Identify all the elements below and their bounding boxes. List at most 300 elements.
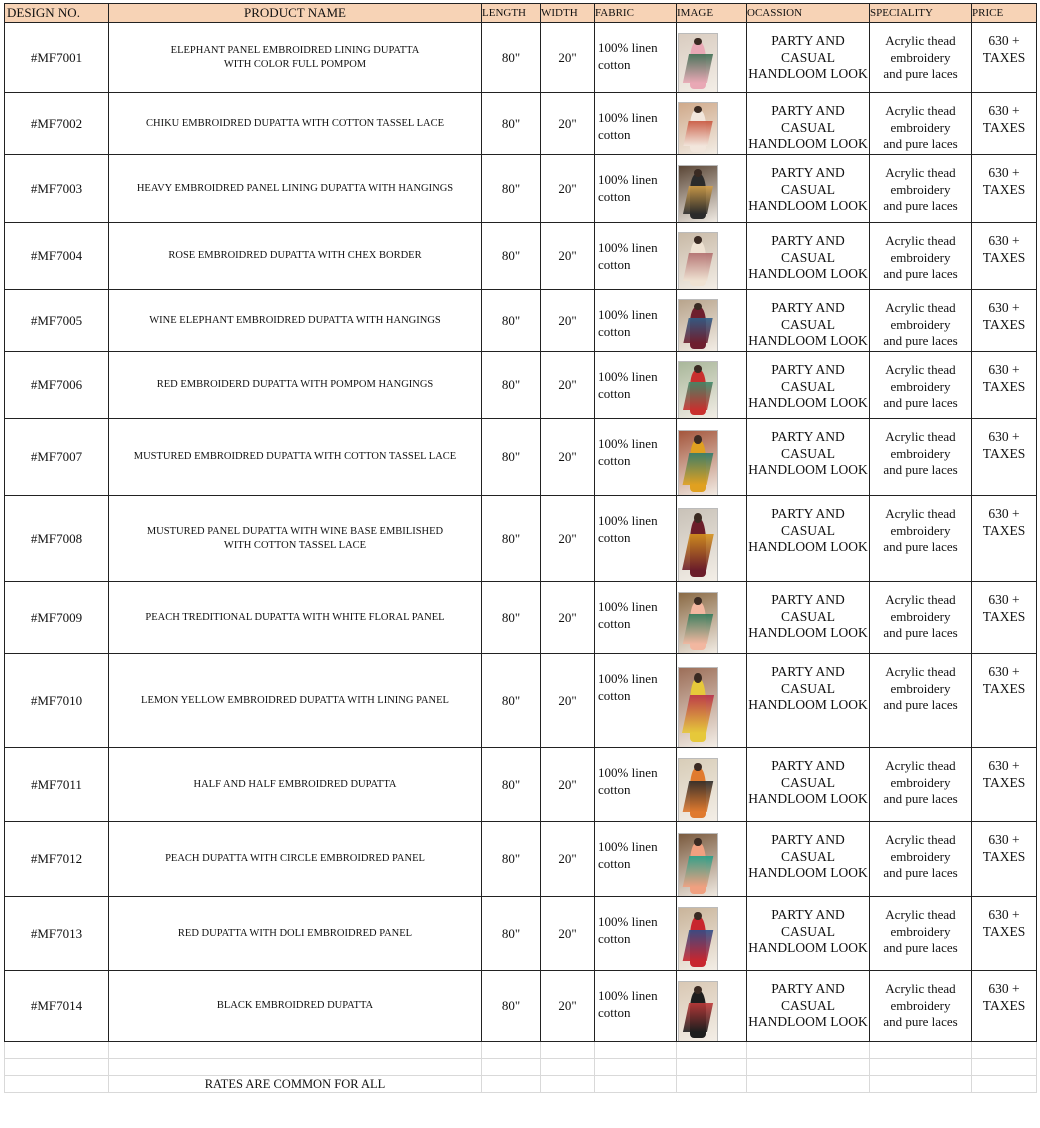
product-name	[109, 971, 482, 1042]
fabric-value	[595, 93, 677, 155]
table-row	[5, 93, 1037, 155]
occasion-line2: CASUAL	[780, 522, 835, 538]
speciality-line1: Acrylic thead	[885, 429, 956, 444]
header-row	[5, 4, 1037, 23]
occasion-value	[747, 93, 870, 155]
width-value: 20"	[541, 748, 595, 822]
fabric-line1: 100% linen	[598, 172, 658, 187]
occasion-value	[747, 290, 870, 352]
length-value: 80"	[482, 582, 541, 654]
product-photo	[678, 667, 718, 748]
header-design-no: DESIGN NO.	[5, 4, 109, 23]
header-image: IMAGE	[677, 4, 747, 23]
width-value: 20"	[541, 971, 595, 1042]
fabric-line2: cotton	[598, 324, 631, 339]
speciality-line1: Acrylic thead	[885, 362, 956, 377]
occasion-line1: PARTY AND	[771, 362, 845, 377]
speciality-value	[870, 155, 972, 223]
image-cell	[677, 155, 747, 223]
speciality-line1: Acrylic thead	[885, 758, 956, 773]
product-name	[109, 93, 482, 155]
product-name	[109, 352, 482, 419]
occasion-line2: CASUAL	[780, 181, 835, 197]
product-photo	[678, 833, 718, 897]
speciality-line2: embroidery	[890, 923, 951, 939]
footer-empty-row	[5, 1042, 1037, 1059]
table-row	[5, 496, 1037, 582]
price-value	[972, 223, 1037, 290]
fabric-value	[595, 822, 677, 897]
occasion-line2: CASUAL	[780, 249, 835, 265]
occasion-line1: PARTY AND	[771, 758, 845, 773]
occasion-line3: HANDLOOM LOOK	[748, 333, 868, 348]
occasion-line2: CASUAL	[780, 923, 835, 939]
occasion-line3: HANDLOOM LOOK	[748, 198, 868, 213]
width-value: 20"	[541, 223, 595, 290]
length-value: 80"	[482, 748, 541, 822]
product-name	[109, 223, 482, 290]
image-cell	[677, 352, 747, 419]
occasion-value	[747, 897, 870, 971]
table-row	[5, 897, 1037, 971]
speciality-line2: embroidery	[890, 249, 951, 265]
speciality-line3: and pure laces	[883, 395, 958, 410]
price-line1: 630 +	[988, 981, 1020, 996]
design-no: #MF7009	[5, 582, 109, 654]
length-value: 80"	[482, 155, 541, 223]
product-name	[109, 496, 482, 582]
speciality-line2: embroidery	[890, 608, 951, 624]
design-no: #MF7011	[5, 748, 109, 822]
price-line1: 630 +	[988, 429, 1020, 444]
price-line1: 630 +	[988, 664, 1020, 679]
product-name-line1: HALF AND HALF EMBROIDRED DUPATTA	[193, 778, 397, 790]
speciality-value	[870, 223, 972, 290]
length-value: 80"	[482, 654, 541, 748]
price-value	[972, 23, 1037, 93]
product-name-line1: CHIKU EMBROIDRED DUPATTA WITH COTTON TASSEL LACE	[146, 117, 444, 129]
design-no: #MF7013	[5, 897, 109, 971]
product-photo	[678, 758, 718, 822]
design-no: #MF7012	[5, 822, 109, 897]
fabric-line2: cotton	[598, 856, 631, 871]
product-photo	[678, 232, 718, 290]
product-name	[109, 822, 482, 897]
product-photo	[678, 981, 718, 1042]
speciality-line3: and pure laces	[883, 865, 958, 880]
product-photo	[678, 430, 718, 496]
rates-note: RATES ARE COMMON FOR ALL	[109, 1076, 482, 1093]
price-value	[972, 419, 1037, 496]
product-photo	[678, 165, 718, 223]
fabric-value	[595, 971, 677, 1042]
product-name	[109, 582, 482, 654]
length-value: 80"	[482, 897, 541, 971]
occasion-line2: CASUAL	[780, 608, 835, 624]
occasion-line1: PARTY AND	[771, 103, 845, 118]
design-no: #MF7006	[5, 352, 109, 419]
product-name-line1: PEACH DUPATTA WITH CIRCLE EMBROIDRED PANEL	[165, 853, 425, 864]
speciality-line1: Acrylic thead	[885, 981, 956, 996]
occasion-line3: HANDLOOM LOOK	[748, 539, 868, 554]
speciality-line3: and pure laces	[883, 625, 958, 640]
footer-rows	[5, 1042, 1037, 1093]
product-name-line1: PEACH TREDITIONAL DUPATTA WITH WHITE FLORAL PANEL	[145, 611, 445, 623]
photo-head	[694, 106, 702, 113]
table-row	[5, 654, 1037, 748]
occasion-line2: CASUAL	[780, 997, 835, 1013]
design-no: #MF7008	[5, 496, 109, 582]
speciality-line2: embroidery	[890, 997, 951, 1013]
fabric-line1: 100% linen	[598, 369, 658, 384]
speciality-line1: Acrylic thead	[885, 907, 956, 922]
fabric-value	[595, 897, 677, 971]
price-line1: 630 +	[988, 362, 1020, 377]
speciality-value	[870, 822, 972, 897]
occasion-line3: HANDLOOM LOOK	[748, 395, 868, 410]
width-value: 20"	[541, 496, 595, 582]
photo-head	[694, 236, 702, 244]
product-photo	[678, 33, 718, 93]
product-name-line1: RED EMBROIDERD DUPATTA WITH POMPOM HANGINGS	[156, 379, 434, 390]
price-line1: 630 +	[988, 758, 1020, 773]
price-line2: TAXES	[982, 774, 1026, 790]
image-cell	[677, 419, 747, 496]
occasion-line1: PARTY AND	[771, 592, 845, 607]
product-name-line1: LEMON YELLOW EMBROIDRED DUPATTA WITH LINING PANEL	[141, 694, 449, 706]
price-line1: 630 +	[988, 233, 1020, 248]
fabric-line1: 100% linen	[598, 765, 658, 780]
speciality-line3: and pure laces	[883, 697, 958, 712]
speciality-line3: and pure laces	[883, 333, 958, 348]
occasion-line1: PARTY AND	[771, 832, 845, 847]
occasion-line1: PARTY AND	[771, 33, 845, 48]
design-no: #MF7005	[5, 290, 109, 352]
occasion-line3: HANDLOOM LOOK	[748, 791, 868, 806]
speciality-line2: embroidery	[890, 378, 951, 394]
occasion-value	[747, 748, 870, 822]
speciality-value	[870, 23, 972, 93]
price-value	[972, 352, 1037, 419]
speciality-line3: and pure laces	[883, 791, 958, 806]
design-no: #MF7010	[5, 654, 109, 748]
speciality-value	[870, 654, 972, 748]
photo-head	[694, 365, 702, 373]
speciality-line2: embroidery	[890, 49, 951, 65]
speciality-line3: and pure laces	[883, 1014, 958, 1029]
speciality-line2: embroidery	[890, 680, 951, 696]
fabric-line2: cotton	[598, 931, 631, 946]
occasion-value	[747, 419, 870, 496]
header-product-name: PRODUCT NAME	[109, 4, 482, 23]
table-row	[5, 23, 1037, 93]
speciality-line3: and pure laces	[883, 940, 958, 955]
fabric-value	[595, 748, 677, 822]
price-value	[972, 654, 1037, 748]
width-value: 20"	[541, 155, 595, 223]
table-row	[5, 822, 1037, 897]
price-line1: 630 +	[988, 592, 1020, 607]
speciality-line1: Acrylic thead	[885, 832, 956, 847]
fabric-line2: cotton	[598, 189, 631, 204]
price-line2: TAXES	[982, 316, 1026, 332]
price-line1: 630 +	[988, 33, 1020, 48]
price-value	[972, 971, 1037, 1042]
fabric-line1: 100% linen	[598, 513, 658, 528]
photo-head	[694, 763, 702, 771]
fabric-line1: 100% linen	[598, 40, 658, 55]
fabric-line1: 100% linen	[598, 307, 658, 322]
occasion-line2: CASUAL	[780, 848, 835, 864]
speciality-line1: Acrylic thead	[885, 33, 956, 48]
width-value: 20"	[541, 822, 595, 897]
speciality-value	[870, 93, 972, 155]
price-line1: 630 +	[988, 907, 1020, 922]
speciality-line3: and pure laces	[883, 266, 958, 281]
occasion-line2: CASUAL	[780, 119, 835, 135]
design-no: #MF7014	[5, 971, 109, 1042]
fabric-line2: cotton	[598, 386, 631, 401]
product-name-line1: BLACK EMBROIDRED DUPATTA	[216, 1000, 374, 1011]
length-value: 80"	[482, 419, 541, 496]
table-row	[5, 223, 1037, 290]
speciality-value	[870, 748, 972, 822]
price-line2: TAXES	[982, 445, 1026, 461]
price-line2: TAXES	[982, 680, 1026, 696]
speciality-value	[870, 582, 972, 654]
price-line1: 630 +	[988, 300, 1020, 315]
image-cell	[677, 496, 747, 582]
width-value: 20"	[541, 654, 595, 748]
width-value: 20"	[541, 582, 595, 654]
occasion-line1: PARTY AND	[771, 506, 845, 521]
occasion-value	[747, 23, 870, 93]
length-value: 80"	[482, 93, 541, 155]
image-cell	[677, 290, 747, 352]
image-cell	[677, 897, 747, 971]
price-value	[972, 496, 1037, 582]
occasion-line1: PARTY AND	[771, 165, 845, 180]
speciality-line1: Acrylic thead	[885, 233, 956, 248]
design-no: #MF7001	[5, 23, 109, 93]
fabric-value	[595, 419, 677, 496]
speciality-line1: Acrylic thead	[885, 300, 956, 315]
product-name-line1: MUSTURED PANEL DUPATTA WITH WINE BASE EMBILISHED	[146, 525, 444, 537]
price-line2: TAXES	[982, 181, 1026, 197]
price-value	[972, 582, 1037, 654]
footer-empty-row	[5, 1059, 1037, 1076]
photo-head	[694, 169, 702, 177]
product-name-line2: WITH COLOR FULL POMPOM	[223, 58, 367, 70]
occasion-line3: HANDLOOM LOOK	[748, 625, 868, 640]
product-name	[109, 419, 482, 496]
speciality-line2: embroidery	[890, 316, 951, 332]
width-value: 20"	[541, 290, 595, 352]
fabric-value	[595, 582, 677, 654]
fabric-line2: cotton	[598, 782, 631, 797]
product-name	[109, 155, 482, 223]
design-no: #MF7003	[5, 155, 109, 223]
product-name	[109, 654, 482, 748]
occasion-line3: HANDLOOM LOOK	[748, 136, 868, 151]
fabric-line1: 100% linen	[598, 839, 658, 854]
occasion-value	[747, 822, 870, 897]
occasion-line3: HANDLOOM LOOK	[748, 865, 868, 880]
occasion-value	[747, 582, 870, 654]
occasion-line3: HANDLOOM LOOK	[748, 462, 868, 477]
product-name	[109, 23, 482, 93]
occasion-line1: PARTY AND	[771, 300, 845, 315]
occasion-value	[747, 654, 870, 748]
fabric-value	[595, 290, 677, 352]
fabric-line1: 100% linen	[598, 436, 658, 451]
speciality-line2: embroidery	[890, 181, 951, 197]
price-line1: 630 +	[988, 832, 1020, 847]
fabric-line2: cotton	[598, 257, 631, 272]
fabric-line2: cotton	[598, 616, 631, 631]
product-name-line1: RED DUPATTA WITH DOLI EMBROIDRED PANEL	[177, 927, 413, 939]
photo-head	[694, 912, 702, 920]
fabric-value	[595, 496, 677, 582]
speciality-line1: Acrylic thead	[885, 592, 956, 607]
header-length: LENGTH	[482, 4, 541, 23]
fabric-line2: cotton	[598, 57, 631, 72]
occasion-line2: CASUAL	[780, 774, 835, 790]
image-cell	[677, 971, 747, 1042]
product-rows	[5, 23, 1037, 1042]
fabric-value	[595, 654, 677, 748]
speciality-line3: and pure laces	[883, 198, 958, 213]
length-value: 80"	[482, 971, 541, 1042]
table-row	[5, 155, 1037, 223]
table-row	[5, 290, 1037, 352]
price-line1: 630 +	[988, 103, 1020, 118]
photo-head	[694, 986, 702, 994]
table-row	[5, 971, 1037, 1042]
price-line1: 630 +	[988, 165, 1020, 180]
speciality-line3: and pure laces	[883, 136, 958, 151]
fabric-line1: 100% linen	[598, 240, 658, 255]
speciality-line1: Acrylic thead	[885, 103, 956, 118]
fabric-line2: cotton	[598, 1005, 631, 1020]
width-value: 20"	[541, 352, 595, 419]
occasion-line1: PARTY AND	[771, 981, 845, 996]
photo-dupatta	[683, 318, 713, 343]
speciality-line1: Acrylic thead	[885, 165, 956, 180]
fabric-value	[595, 155, 677, 223]
fabric-line2: cotton	[598, 530, 631, 545]
occasion-line1: PARTY AND	[771, 233, 845, 248]
occasion-line1: PARTY AND	[771, 664, 845, 679]
photo-head	[694, 38, 702, 46]
occasion-line3: HANDLOOM LOOK	[748, 1014, 868, 1029]
length-value: 80"	[482, 290, 541, 352]
width-value: 20"	[541, 419, 595, 496]
speciality-line2: embroidery	[890, 445, 951, 461]
price-line2: TAXES	[982, 608, 1026, 624]
fabric-line2: cotton	[598, 453, 631, 468]
fabric-line2: cotton	[598, 127, 631, 142]
product-photo	[678, 299, 718, 352]
occasion-line2: CASUAL	[780, 49, 835, 65]
occasion-line2: CASUAL	[780, 316, 835, 332]
speciality-line1: Acrylic thead	[885, 506, 956, 521]
table-row	[5, 748, 1037, 822]
table-row	[5, 419, 1037, 496]
price-value	[972, 748, 1037, 822]
product-photo	[678, 907, 718, 971]
fabric-value	[595, 23, 677, 93]
image-cell	[677, 822, 747, 897]
product-name-line1: ROSE EMBROIDRED DUPATTA WITH CHEX BORDER	[168, 250, 422, 261]
occasion-line2: CASUAL	[780, 680, 835, 696]
occasion-line1: PARTY AND	[771, 429, 845, 444]
width-value: 20"	[541, 93, 595, 155]
table-row	[5, 582, 1037, 654]
header-width: WIDTH	[541, 4, 595, 23]
photo-head	[694, 513, 702, 523]
product-name-line1: HEAVY EMBROIDRED PANEL LINING DUPATTA WITH HANGINGS	[136, 182, 454, 194]
footer-note-row	[5, 1076, 1037, 1093]
speciality-value	[870, 496, 972, 582]
price-value	[972, 822, 1037, 897]
product-name	[109, 897, 482, 971]
width-value: 20"	[541, 897, 595, 971]
product-name-line2: WITH COTTON TASSEL LACE	[223, 539, 367, 551]
speciality-value	[870, 290, 972, 352]
fabric-value	[595, 223, 677, 290]
price-line1: 630 +	[988, 506, 1020, 521]
fabric-line1: 100% linen	[598, 671, 658, 686]
price-value	[972, 93, 1037, 155]
occasion-value	[747, 352, 870, 419]
photo-head	[694, 435, 702, 444]
product-catalog-table	[4, 3, 1037, 1093]
speciality-line1: Acrylic thead	[885, 664, 956, 679]
price-line2: TAXES	[982, 848, 1026, 864]
product-photo	[678, 508, 718, 582]
speciality-line3: and pure laces	[883, 462, 958, 477]
price-value	[972, 290, 1037, 352]
fabric-line1: 100% linen	[598, 988, 658, 1003]
width-value: 20"	[541, 23, 595, 93]
speciality-line2: embroidery	[890, 522, 951, 538]
product-name-line1: WINE ELEPHANT EMBROIDRED DUPATTA WITH HANGINGS	[149, 314, 441, 326]
price-line2: TAXES	[982, 923, 1026, 939]
price-line2: TAXES	[982, 49, 1026, 65]
image-cell	[677, 93, 747, 155]
occasion-line3: HANDLOOM LOOK	[748, 266, 868, 281]
design-no: #MF7002	[5, 93, 109, 155]
length-value: 80"	[482, 23, 541, 93]
image-cell	[677, 654, 747, 748]
price-line2: TAXES	[982, 119, 1026, 135]
fabric-value	[595, 352, 677, 419]
speciality-line3: and pure laces	[883, 539, 958, 554]
header-price: PRICE	[972, 4, 1037, 23]
speciality-value	[870, 971, 972, 1042]
speciality-value	[870, 419, 972, 496]
photo-dupatta	[683, 121, 713, 146]
occasion-line2: CASUAL	[780, 445, 835, 461]
price-line2: TAXES	[982, 249, 1026, 265]
price-line2: TAXES	[982, 997, 1026, 1013]
photo-head	[694, 838, 702, 846]
product-name	[109, 290, 482, 352]
photo-head	[694, 303, 702, 310]
length-value: 80"	[482, 496, 541, 582]
design-no: #MF7007	[5, 419, 109, 496]
